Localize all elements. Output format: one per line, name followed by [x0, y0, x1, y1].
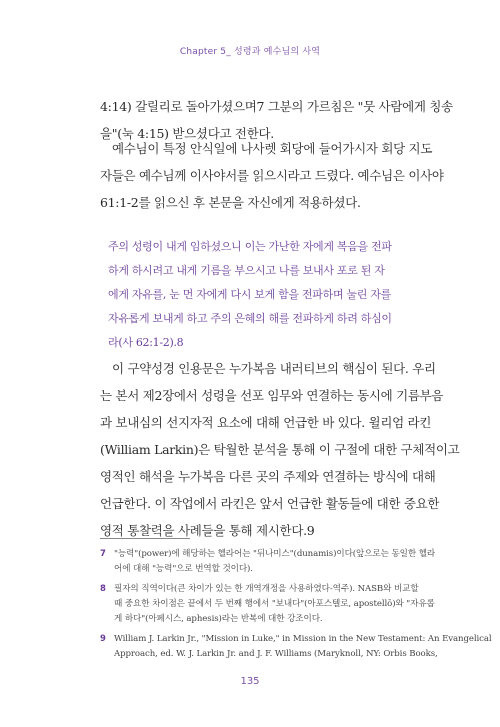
text-line: 영적 통찰력을 사례들을 통해 제시한다.9: [100, 523, 315, 538]
body-paragraph-3: [100, 355, 460, 544]
footnote-divider: [100, 538, 190, 539]
text-line: 자들은 예수님께 이사야서를 읽으시라고 드렸다. 예수님은 이사야: [100, 168, 444, 183]
footnote-number: 9: [100, 634, 106, 644]
running-header: Chapter 5_ 성령과 예수님의 사역: [179, 47, 321, 57]
text-line: 는 본서 제2장에서 성령을 선포 임무와 연결하는 동시에 기름부음: [100, 388, 444, 403]
text-line: (William Larkin)은 탁월한 분석을 통해 이 구절에 대한 구체적이고: [100, 442, 460, 457]
text-line: 언급한다. 이 작업에서 라킨은 앞서 언급한 활동들에 대한 중요한: [100, 496, 440, 511]
text-line: 4:14) 갈릴리로 돌아가셨으며7 그분의 가르침은 "뭇 사람에게 칭송: [100, 99, 453, 114]
footnote-line: William J. Larkin Jr., "Mission in Luke," in Mission in the New Testament: An Evangelical: [114, 634, 492, 644]
footnote-line: 필자의 직역이다(큰 차이가 있는 한 개역개정을 사용하였다-역주). NASB와 비교할: [114, 584, 419, 594]
page-number: 135: [240, 676, 260, 687]
quote-line: 에게 자유를, 눈 먼 자에게 다시 보게 함을 전파하며 눌린 자를: [108, 288, 391, 301]
footnote-line: Approach, ed. W. J. Larkin Jr. and J. F. Williams (Maryknoll, NY: Orbis Books,: [114, 649, 438, 659]
footnote-line: 어에 대해 "능력"으로 번역할 것이다).: [114, 564, 253, 574]
scripture-quote: [108, 235, 408, 355]
quote-line: 자유롭게 보내게 하고 주의 은혜의 해를 전파하게 하려 하심이: [108, 312, 392, 325]
text-line: 예수님이 특정 안식일에 나사렛 회당에 들어가시자 회당 지도: [112, 141, 433, 156]
footnotes: [100, 547, 492, 667]
quote-line: 라(사 62:1-2).8: [108, 336, 184, 349]
text-line: 과 보내심의 선지자적 요소에 대해 언급한 바 있다. 윌리엄 라킨: [100, 415, 432, 430]
text-line: 61:1-2를 읽으신 후 본문을 자신에게 적용하셨다.: [100, 195, 361, 210]
footnote-line: "능력"(power)에 해당하는 헬라어는 "뒤나미스"(dunamis)이다(앞으로는 동일한 헬라: [114, 549, 436, 559]
footnote-9: [100, 632, 492, 662]
quote-line: 주의 성령이 내게 임하셨으니 이는 가난한 자에게 복음을 전파: [108, 240, 392, 253]
text-line: 을"(눅 4:15) 받으셨다고 전한다.: [100, 126, 274, 141]
body-paragraph-2: [100, 135, 444, 216]
footnote-number: 7: [100, 549, 106, 559]
quote-line: 하게 하시려고 내게 기름을 부으시고 나를 보내사 포로 된 자: [108, 264, 385, 277]
footnote-line: 게 하다"(아페시스, aphesis)라는 반복에 대한 강조이다.: [114, 614, 323, 624]
text-line: 이 구약성경 인용문은 누가복음 내러티브의 핵심이 된다. 우리: [112, 361, 436, 376]
text-line: 영적인 해석을 누가복음 다른 곳의 주제와 연결하는 방식에 대해: [100, 469, 436, 484]
footnote-7: [100, 547, 436, 577]
footnote-8: [100, 582, 435, 627]
footnote-line: 때 중요한 차이점은 끝에서 두 번째 행에서 "보내다"(아포스텔로, apostellō)와 "자유롭: [114, 599, 435, 609]
footnote-number: 8: [100, 584, 106, 594]
